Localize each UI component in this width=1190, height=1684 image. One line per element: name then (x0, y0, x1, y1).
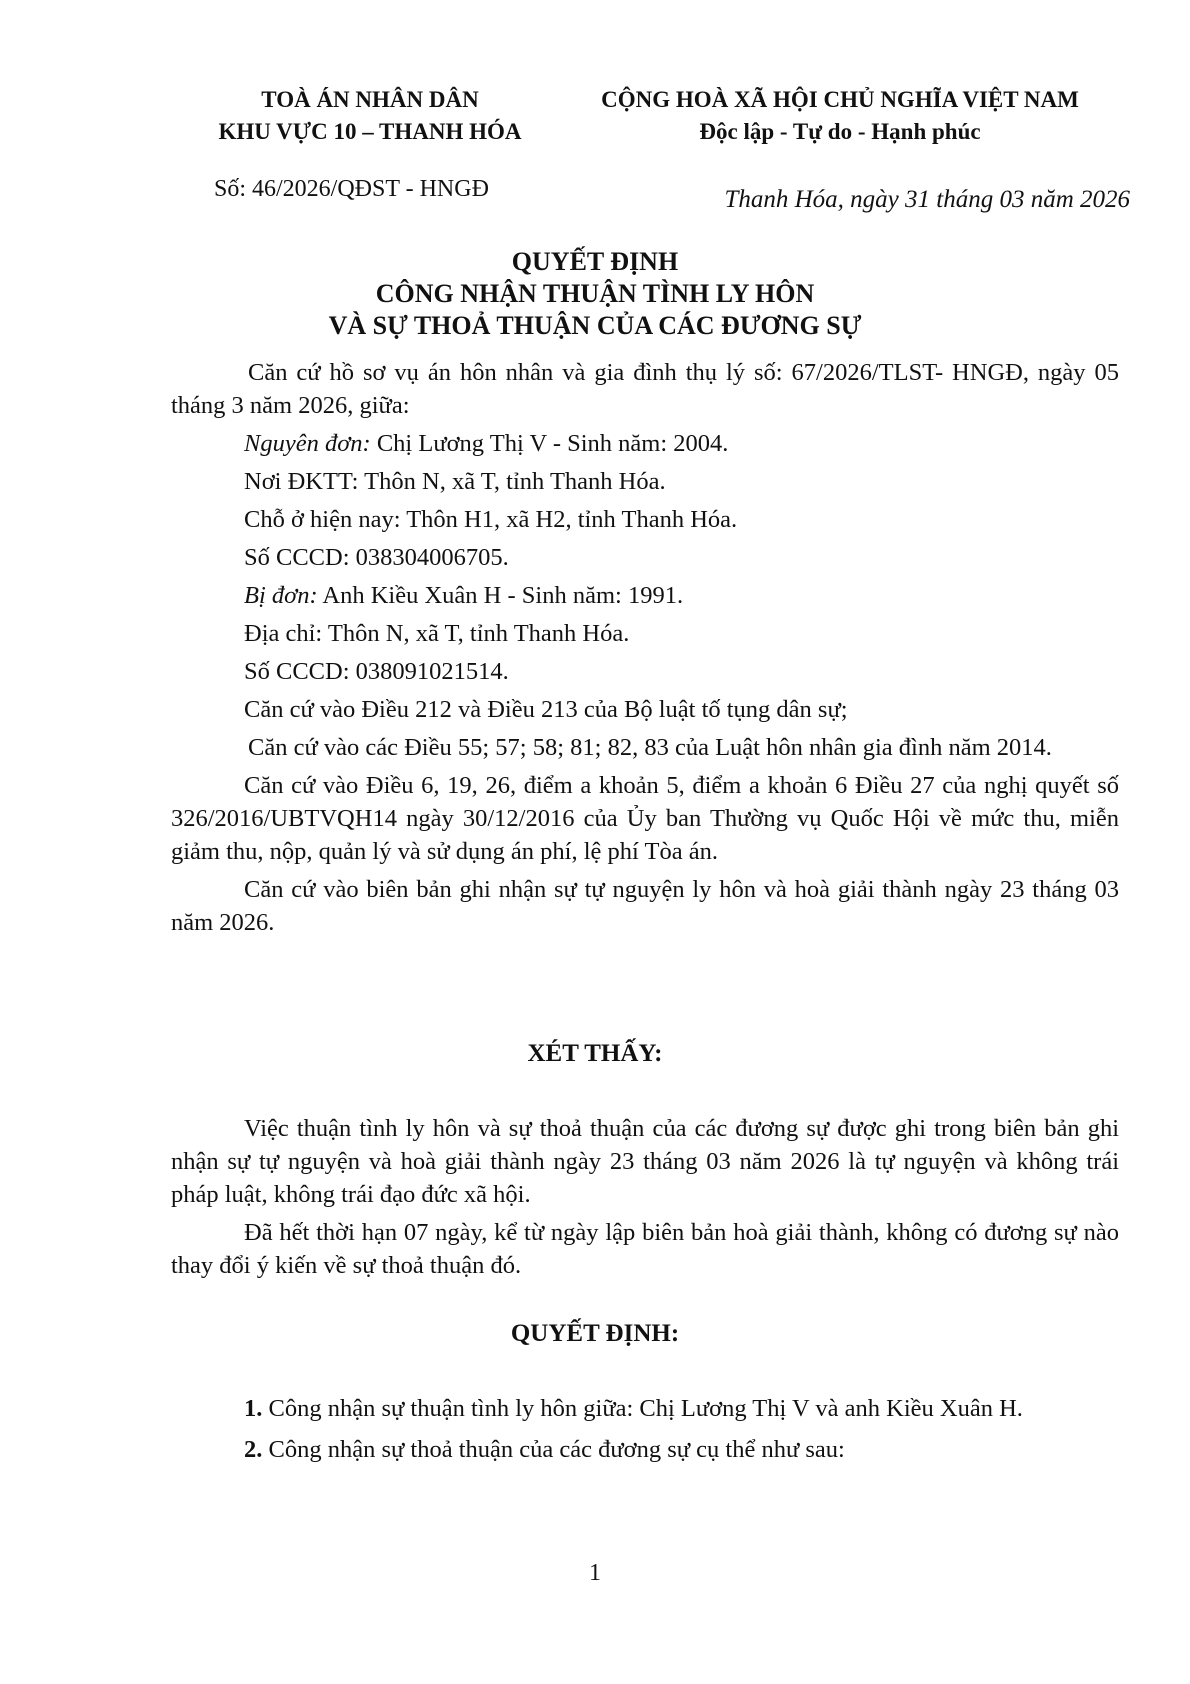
considering-heading: XÉT THẤY: (527, 1040, 663, 1067)
plaintiff-registered: Nơi ĐKTT: Thôn N, xã T, tỉnh Thanh Hóa. (244, 468, 666, 495)
national-header (560, 84, 1120, 148)
place-date: Thanh Hóa, ngày 31 tháng 03 năm 2026 (724, 186, 1130, 213)
plaintiff-value: Chị Lương Thị V - Sinh năm: 2004. (370, 430, 729, 457)
defendant-id: Số CCCD: 038091021514. (244, 658, 509, 685)
plaintiff-label: Nguyên đơn: (244, 430, 371, 457)
decision-item1 (171, 1392, 1119, 1425)
resolution-ground: Căn cứ vào Điều 6, 19, 26, điểm a khoản 5, điểm a khoản 6 Điều 27 của nghị quyết số 326/2016/UBTVQH14 ngày 30/12/2016 của Ủy ban Thường vụ Quốc Hội về mức thu, miễn giảm thu, nộp, quản lý và sử dụng án phí, lệ phí Tòa án. (171, 772, 1119, 865)
document-title (0, 246, 1190, 342)
nation-motto: Độc lập - Tự do - Hạnh phúc (699, 119, 981, 144)
marriage-law-ground: Căn cứ vào các Điều 55; 57; 58; 81; 82, 83 của Luật hôn nhân gia đình năm 2014. (248, 734, 1052, 761)
plaintiff-line (171, 427, 1119, 460)
item2-text: Công nhận sự thoả thuận của các đương sự cụ thể như sau: (262, 1436, 845, 1463)
civil-procedure-ground: Căn cứ vào Điều 212 và Điều 213 của Bộ luật tố tụng dân sự; (244, 696, 848, 723)
considering-para2: Đã hết thời hạn 07 ngày, kể từ ngày lập biên bản hoà giải thành, không có đương sự nào thay đổi ý kiến về sự thoả thuận đó. (171, 1219, 1119, 1279)
legal-grounds (171, 356, 1119, 939)
document-number: Số: 46/2026/QĐST - HNGĐ (214, 176, 489, 202)
considering-section (171, 1112, 1119, 1282)
court-header (180, 84, 560, 148)
decision-heading: QUYẾT ĐỊNH: (510, 1320, 680, 1347)
decision-section (171, 1392, 1119, 1466)
title-line1: QUYẾT ĐỊNH (511, 247, 679, 276)
title-line2: CÔNG NHẬN THUẬN TÌNH LY HÔN (375, 279, 815, 308)
item1-number: 1. (244, 1395, 263, 1422)
decision-item2 (171, 1433, 1119, 1466)
item1-text: Công nhận sự thuận tình ly hôn giữa: Chị Lương Thị V và anh Kiều Xuân H. (262, 1395, 1023, 1422)
minutes-ground: Căn cứ vào biên bản ghi nhận sự tự nguyện ly hôn và hoà giải thành ngày 23 tháng 03 năm 2026. (171, 876, 1119, 936)
plaintiff-residence: Chỗ ở hiện nay: Thôn H1, xã H2, tỉnh Thanh Hóa. (244, 506, 738, 533)
defendant-line (171, 579, 1119, 612)
court-name-line1: TOÀ ÁN NHÂN DÂN (261, 87, 479, 112)
defendant-address: Địa chỉ: Thôn N, xã T, tỉnh Thanh Hóa. (244, 620, 630, 647)
defendant-value: Anh Kiều Xuân H - Sinh năm: 1991. (317, 582, 684, 609)
considering-para1: Việc thuận tình ly hôn và sự thoả thuận của các đương sự được ghi trong biên bản ghi nhận sự tự nguyện và hoà giải thành ngày 23 tháng 03 năm 2026 là tự nguyện và không trái pháp luật, không trái đạo đức xã hội. (171, 1115, 1119, 1208)
defendant-label: Bị đơn: (244, 582, 318, 609)
title-line3: VÀ SỰ THOẢ THUẬN CỦA CÁC ĐƯƠNG SỰ (328, 311, 862, 340)
page-number: 1 (589, 1560, 601, 1586)
case-file-ground: Căn cứ hồ sơ vụ án hôn nhân và gia đình thụ lý số: 67/2026/TLST- HNGĐ, ngày 05 tháng 3 năm 2026, giữa: (171, 359, 1119, 419)
court-name-line2: KHU VỰC 10 – THANH HÓA (218, 119, 522, 144)
item2-number: 2. (244, 1436, 263, 1463)
plaintiff-id: Số CCCD: 038304006705. (244, 544, 509, 571)
nation-name: CỘNG HOÀ XÃ HỘI CHỦ NGHĨA VIỆT NAM (601, 87, 1079, 112)
